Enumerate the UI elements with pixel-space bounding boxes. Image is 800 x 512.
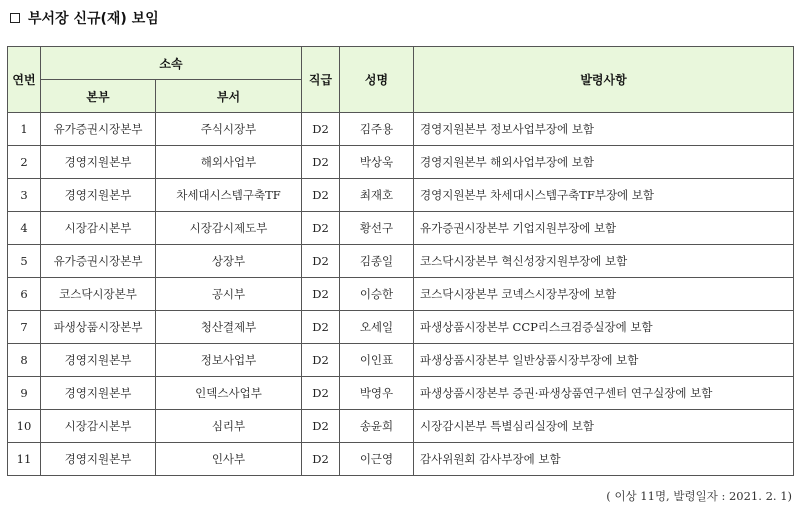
cell-appointment: 파생상품시장본부 CCP리스크검증실장에 보함 <box>414 311 794 344</box>
cell-division: 경영지원본부 <box>41 179 156 212</box>
cell-name: 이인표 <box>340 344 414 377</box>
table-row <box>8 245 794 278</box>
table-row <box>8 443 794 476</box>
cell-grade: D2 <box>302 113 340 146</box>
cell-no: 9 <box>8 377 41 410</box>
cell-name: 이승한 <box>340 278 414 311</box>
cell-grade: D2 <box>302 443 340 476</box>
header-name: 성명 <box>340 47 414 113</box>
page-title <box>10 8 159 28</box>
cell-division: 시장감시본부 <box>41 410 156 443</box>
header-appointment: 발령사항 <box>414 47 794 113</box>
appointment-table <box>7 46 794 476</box>
cell-grade: D2 <box>302 377 340 410</box>
cell-no: 1 <box>8 113 41 146</box>
cell-no: 3 <box>8 179 41 212</box>
cell-grade: D2 <box>302 146 340 179</box>
cell-name: 송윤희 <box>340 410 414 443</box>
header-no: 연번 <box>8 47 41 113</box>
cell-division: 경영지원본부 <box>41 443 156 476</box>
checkbox-square-icon <box>10 13 20 23</box>
cell-grade: D2 <box>302 212 340 245</box>
cell-name: 김종일 <box>340 245 414 278</box>
cell-department: 상장부 <box>156 245 302 278</box>
cell-appointment: 코스닥시장본부 혁신성장지원부장에 보함 <box>414 245 794 278</box>
cell-no: 2 <box>8 146 41 179</box>
cell-no: 6 <box>8 278 41 311</box>
cell-grade: D2 <box>302 410 340 443</box>
cell-name: 최재호 <box>340 179 414 212</box>
cell-appointment: 경영지원본부 차세대시스템구축TF부장에 보함 <box>414 179 794 212</box>
cell-department: 공시부 <box>156 278 302 311</box>
cell-department: 시장감시제도부 <box>156 212 302 245</box>
header-department: 부서 <box>156 80 302 113</box>
cell-no: 4 <box>8 212 41 245</box>
cell-department: 심리부 <box>156 410 302 443</box>
cell-division: 시장감시본부 <box>41 212 156 245</box>
title-text: 부서장 신규(재) 보임 <box>28 11 159 27</box>
cell-grade: D2 <box>302 311 340 344</box>
cell-no: 7 <box>8 311 41 344</box>
cell-department: 차세대시스템구축TF <box>156 179 302 212</box>
cell-department: 인덱스사업부 <box>156 377 302 410</box>
cell-name: 이근영 <box>340 443 414 476</box>
cell-division: 경영지원본부 <box>41 344 156 377</box>
table-row <box>8 344 794 377</box>
table-row <box>8 377 794 410</box>
table-row <box>8 146 794 179</box>
cell-name: 오세일 <box>340 311 414 344</box>
cell-appointment: 경영지원본부 해외사업부장에 보함 <box>414 146 794 179</box>
cell-department: 정보사업부 <box>156 344 302 377</box>
cell-division: 코스닥시장본부 <box>41 278 156 311</box>
cell-appointment: 파생상품시장본부 증권·파생상품연구센터 연구실장에 보함 <box>414 377 794 410</box>
cell-division: 경영지원본부 <box>41 377 156 410</box>
cell-grade: D2 <box>302 278 340 311</box>
header-grade: 직급 <box>302 47 340 113</box>
table-row <box>8 410 794 443</box>
cell-appointment: 코스닥시장본부 코넥스시장부장에 보함 <box>414 278 794 311</box>
cell-name: 박상욱 <box>340 146 414 179</box>
cell-division: 유가증권시장본부 <box>41 245 156 278</box>
cell-department: 청산결제부 <box>156 311 302 344</box>
cell-division: 파생상품시장본부 <box>41 311 156 344</box>
footer-note: ( 이상 11명, 발령일자 : 2021. 2. 1) <box>606 489 792 503</box>
cell-appointment: 유가증권시장본부 기업지원부장에 보함 <box>414 212 794 245</box>
table-row <box>8 212 794 245</box>
table-body <box>8 113 794 476</box>
cell-appointment: 파생상품시장본부 일반상품시장부장에 보함 <box>414 344 794 377</box>
cell-appointment: 경영지원본부 정보사업부장에 보함 <box>414 113 794 146</box>
cell-department: 주식시장부 <box>156 113 302 146</box>
cell-name: 박영우 <box>340 377 414 410</box>
cell-no: 8 <box>8 344 41 377</box>
table-row <box>8 278 794 311</box>
cell-appointment: 시장감시본부 특별심리실장에 보함 <box>414 410 794 443</box>
cell-appointment: 감사위원회 감사부장에 보함 <box>414 443 794 476</box>
cell-name: 김주용 <box>340 113 414 146</box>
table-row <box>8 311 794 344</box>
cell-grade: D2 <box>302 179 340 212</box>
header-division: 본부 <box>41 80 156 113</box>
cell-grade: D2 <box>302 344 340 377</box>
cell-department: 인사부 <box>156 443 302 476</box>
cell-no: 5 <box>8 245 41 278</box>
table-row <box>8 179 794 212</box>
cell-division: 유가증권시장본부 <box>41 113 156 146</box>
cell-division: 경영지원본부 <box>41 146 156 179</box>
cell-no: 10 <box>8 410 41 443</box>
cell-name: 황선구 <box>340 212 414 245</box>
header-affiliation: 소속 <box>41 47 302 80</box>
cell-department: 해외사업부 <box>156 146 302 179</box>
cell-no: 11 <box>8 443 41 476</box>
table-row <box>8 113 794 146</box>
cell-grade: D2 <box>302 245 340 278</box>
